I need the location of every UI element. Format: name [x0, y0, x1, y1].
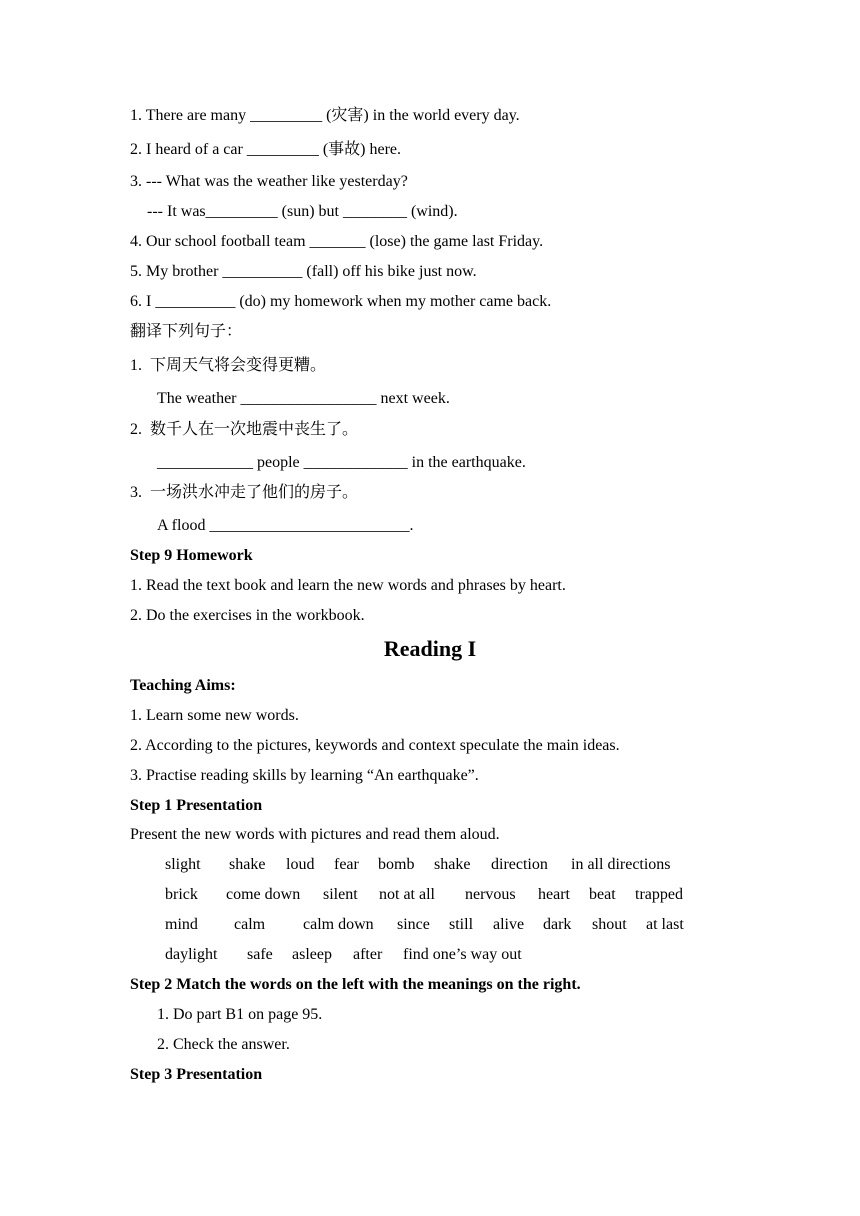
word: not at all — [379, 886, 435, 903]
exercise-line-6: 6. I __________ (do) my homework when my mother came back. — [130, 293, 552, 310]
exercise-line-3-answer: --- It was_________ (sun) but ________ (wind). — [147, 203, 458, 220]
word: after — [353, 946, 383, 963]
word: find one’s way out — [403, 946, 522, 963]
word: asleep — [292, 946, 332, 963]
exercise-line-2: 2. I heard of a car _________ (事故) here. — [130, 141, 402, 158]
teaching-aim-3: 3. Practise reading skills by learning “An earthquake”. — [130, 767, 479, 784]
word: brick — [165, 886, 198, 903]
exercise-line-3: 3. --- What was the weather like yesterday? — [130, 173, 408, 190]
word: beat — [589, 886, 616, 903]
exercise-line-5: 5. My brother __________ (fall) off his bike just now. — [130, 263, 477, 280]
word: slight — [165, 856, 201, 873]
translate-item-1-cn: 1. 下周天气将会变得更糟。 — [130, 357, 327, 374]
word: shout — [592, 916, 627, 933]
teaching-aims-title: Teaching Aims: — [130, 677, 236, 694]
teaching-aim-2: 2. According to the pictures, keywords and context speculate the main ideas. — [130, 737, 620, 754]
translate-heading: 翻译下列句子： — [130, 323, 243, 340]
translate-item-3-cn: 3. 一场洪水冲走了他们的房子。 — [130, 484, 359, 501]
word: shake — [434, 856, 471, 873]
word: bomb — [378, 856, 415, 873]
word: calm down — [303, 916, 374, 933]
translate-item-2-cn: 2. 数千人在一次地震中丧生了。 — [130, 421, 359, 438]
step2-title: Step 2 Match the words on the left with the meanings on the right. — [130, 976, 581, 993]
word: mind — [165, 916, 198, 933]
word: trapped — [635, 886, 683, 903]
step1-text: Present the new words with pictures and read them aloud. — [130, 826, 500, 843]
step2-item-1: 1. Do part B1 on page 95. — [157, 1006, 323, 1023]
translate-item-2-en: ____________ people _____________ in the earthquake. — [157, 454, 526, 471]
word: still — [449, 916, 474, 933]
word: nervous — [465, 886, 516, 903]
step2-item-2: 2. Check the answer. — [157, 1036, 290, 1053]
word: shake — [229, 856, 266, 873]
step9-item-1: 1. Read the text book and learn the new words and phrases by heart. — [130, 577, 566, 594]
section-title: Reading I — [383, 636, 477, 661]
word: come down — [226, 886, 301, 903]
word: dark — [543, 916, 572, 933]
exercise-line-4: 4. Our school football team _______ (lose) the game last Friday. — [130, 233, 544, 250]
word: at last — [646, 916, 684, 933]
step3-title: Step 3 Presentation — [130, 1066, 263, 1083]
translate-item-1-en: The weather _________________ next week. — [157, 390, 450, 407]
word: direction — [491, 856, 548, 873]
step9-item-2: 2. Do the exercises in the workbook. — [130, 607, 365, 624]
step1-title: Step 1 Presentation — [130, 797, 263, 814]
word: fear — [334, 856, 359, 873]
word: in all directions — [571, 856, 671, 873]
step9-title: Step 9 Homework — [130, 547, 253, 564]
word: heart — [538, 886, 570, 903]
word: loud — [286, 856, 315, 873]
word: silent — [323, 886, 358, 903]
word: since — [397, 916, 430, 933]
teaching-aim-1: 1. Learn some new words. — [130, 707, 299, 724]
translate-item-3-en: A flood _________________________. — [157, 517, 414, 534]
word: safe — [247, 946, 273, 963]
word: alive — [493, 916, 525, 933]
word: calm — [234, 916, 266, 933]
exercise-line-1: 1. There are many _________ (灾害) in the world every day. — [130, 107, 520, 124]
word: daylight — [165, 946, 218, 963]
